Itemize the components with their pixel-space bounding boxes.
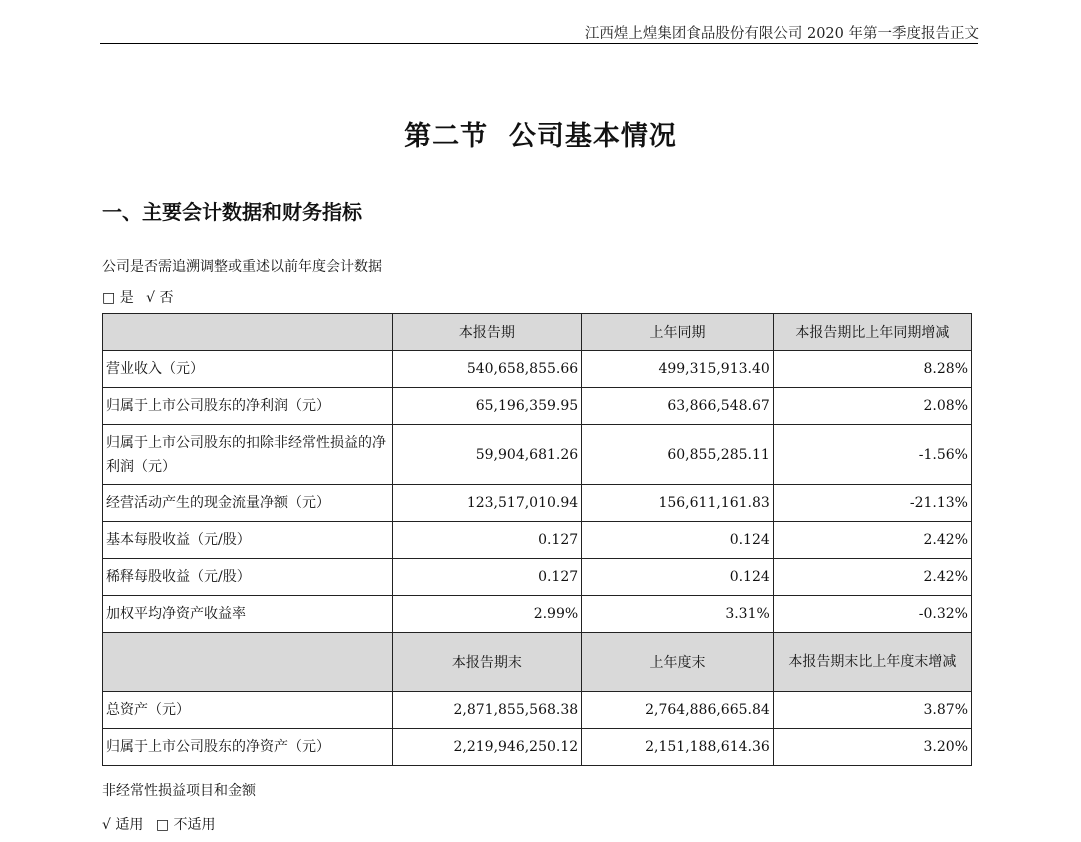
header-rule [100, 43, 978, 44]
header-cell: 本报告期末 [392, 633, 582, 692]
header-cell: 上年度末 [582, 633, 774, 692]
table-row [103, 425, 972, 485]
nonrecurring-label: 非经常性损益项目和金额 [102, 783, 256, 799]
current-value: 0.127 [392, 559, 582, 596]
prior-value: 60,855,285.11 [582, 425, 774, 485]
row-label: 经营活动产生的现金流量净额（元） [103, 485, 393, 522]
checkbox-not-applicable: □ [155, 817, 170, 833]
option-not-applicable-label: 不适用 [173, 817, 216, 833]
current-value: 59,904,681.26 [392, 425, 582, 485]
checkmark-no: √ [146, 290, 156, 306]
current-value: 540,658,855.66 [392, 351, 582, 388]
current-value: 2.99% [392, 596, 582, 633]
table-row [103, 485, 972, 522]
change-value: 2.42% [773, 559, 971, 596]
table-row [103, 692, 972, 729]
header-cell [103, 314, 393, 351]
prior-value: 156,611,161.83 [582, 485, 774, 522]
table-header-row [103, 633, 972, 692]
table-row [103, 596, 972, 633]
table-row [103, 351, 972, 388]
row-label: 加权平均净资产收益率 [103, 596, 393, 633]
change-value: -21.13% [773, 485, 971, 522]
table-header-row [103, 314, 972, 351]
financial-indicators-table [102, 313, 972, 766]
prior-value: 2,151,188,614.36 [582, 729, 774, 766]
prior-value: 2,764,886,665.84 [582, 692, 774, 729]
change-value: 3.20% [773, 729, 971, 766]
row-label: 稀释每股收益（元/股） [103, 559, 393, 596]
checkmark-applicable: √ [102, 817, 111, 833]
row-label: 营业收入（元） [103, 351, 393, 388]
current-value: 0.127 [392, 522, 582, 559]
header-cell: 上年同期 [582, 314, 774, 351]
change-value: 8.28% [773, 351, 971, 388]
row-label: 归属于上市公司股东的扣除非经常性损益的净利润（元） [103, 425, 393, 485]
current-value: 65,196,359.95 [392, 388, 582, 425]
current-value: 2,219,946,250.12 [392, 729, 582, 766]
prior-value: 0.124 [582, 559, 774, 596]
header-cell: 本报告期 [392, 314, 582, 351]
row-label: 归属于上市公司股东的净资产（元） [103, 729, 393, 766]
section-title: 第二节 公司基本情况 [404, 121, 677, 152]
prior-value: 3.31% [582, 596, 774, 633]
option-yes-label: 是 [119, 290, 134, 306]
page-header: 江西煌上煌集团食品股份有限公司 2020 年第一季度报告正文 [584, 26, 979, 42]
header-cell [103, 633, 393, 692]
option-applicable-label: 适用 [115, 817, 144, 833]
table-row [103, 522, 972, 559]
table-row [103, 559, 972, 596]
change-value: 2.42% [773, 522, 971, 559]
prior-value: 0.124 [582, 522, 774, 559]
change-value: -0.32% [773, 596, 971, 633]
restate-question: 公司是否需追溯调整或重述以前年度会计数据 [102, 259, 382, 275]
table-row [103, 388, 972, 425]
option-no-label: 否 [159, 290, 174, 306]
current-value: 2,871,855,568.38 [392, 692, 582, 729]
subsection-title: 一、主要会计数据和财务指标 [102, 200, 362, 224]
row-label: 总资产（元） [103, 692, 393, 729]
table-row [103, 729, 972, 766]
header-cell: 本报告期末比上年度末增减 [773, 633, 971, 692]
row-label: 归属于上市公司股东的净利润（元） [103, 388, 393, 425]
header-cell: 本报告期比上年同期增减 [773, 314, 971, 351]
current-value: 123,517,010.94 [392, 485, 582, 522]
prior-value: 499,315,913.40 [582, 351, 774, 388]
restate-options [102, 287, 174, 307]
change-value: 3.87% [773, 692, 971, 729]
change-value: 2.08% [773, 388, 971, 425]
change-value: -1.56% [773, 425, 971, 485]
checkbox-yes: □ [102, 290, 116, 306]
row-label: 基本每股收益（元/股） [103, 522, 393, 559]
prior-value: 63,866,548.67 [582, 388, 774, 425]
applicable-options [102, 814, 216, 834]
